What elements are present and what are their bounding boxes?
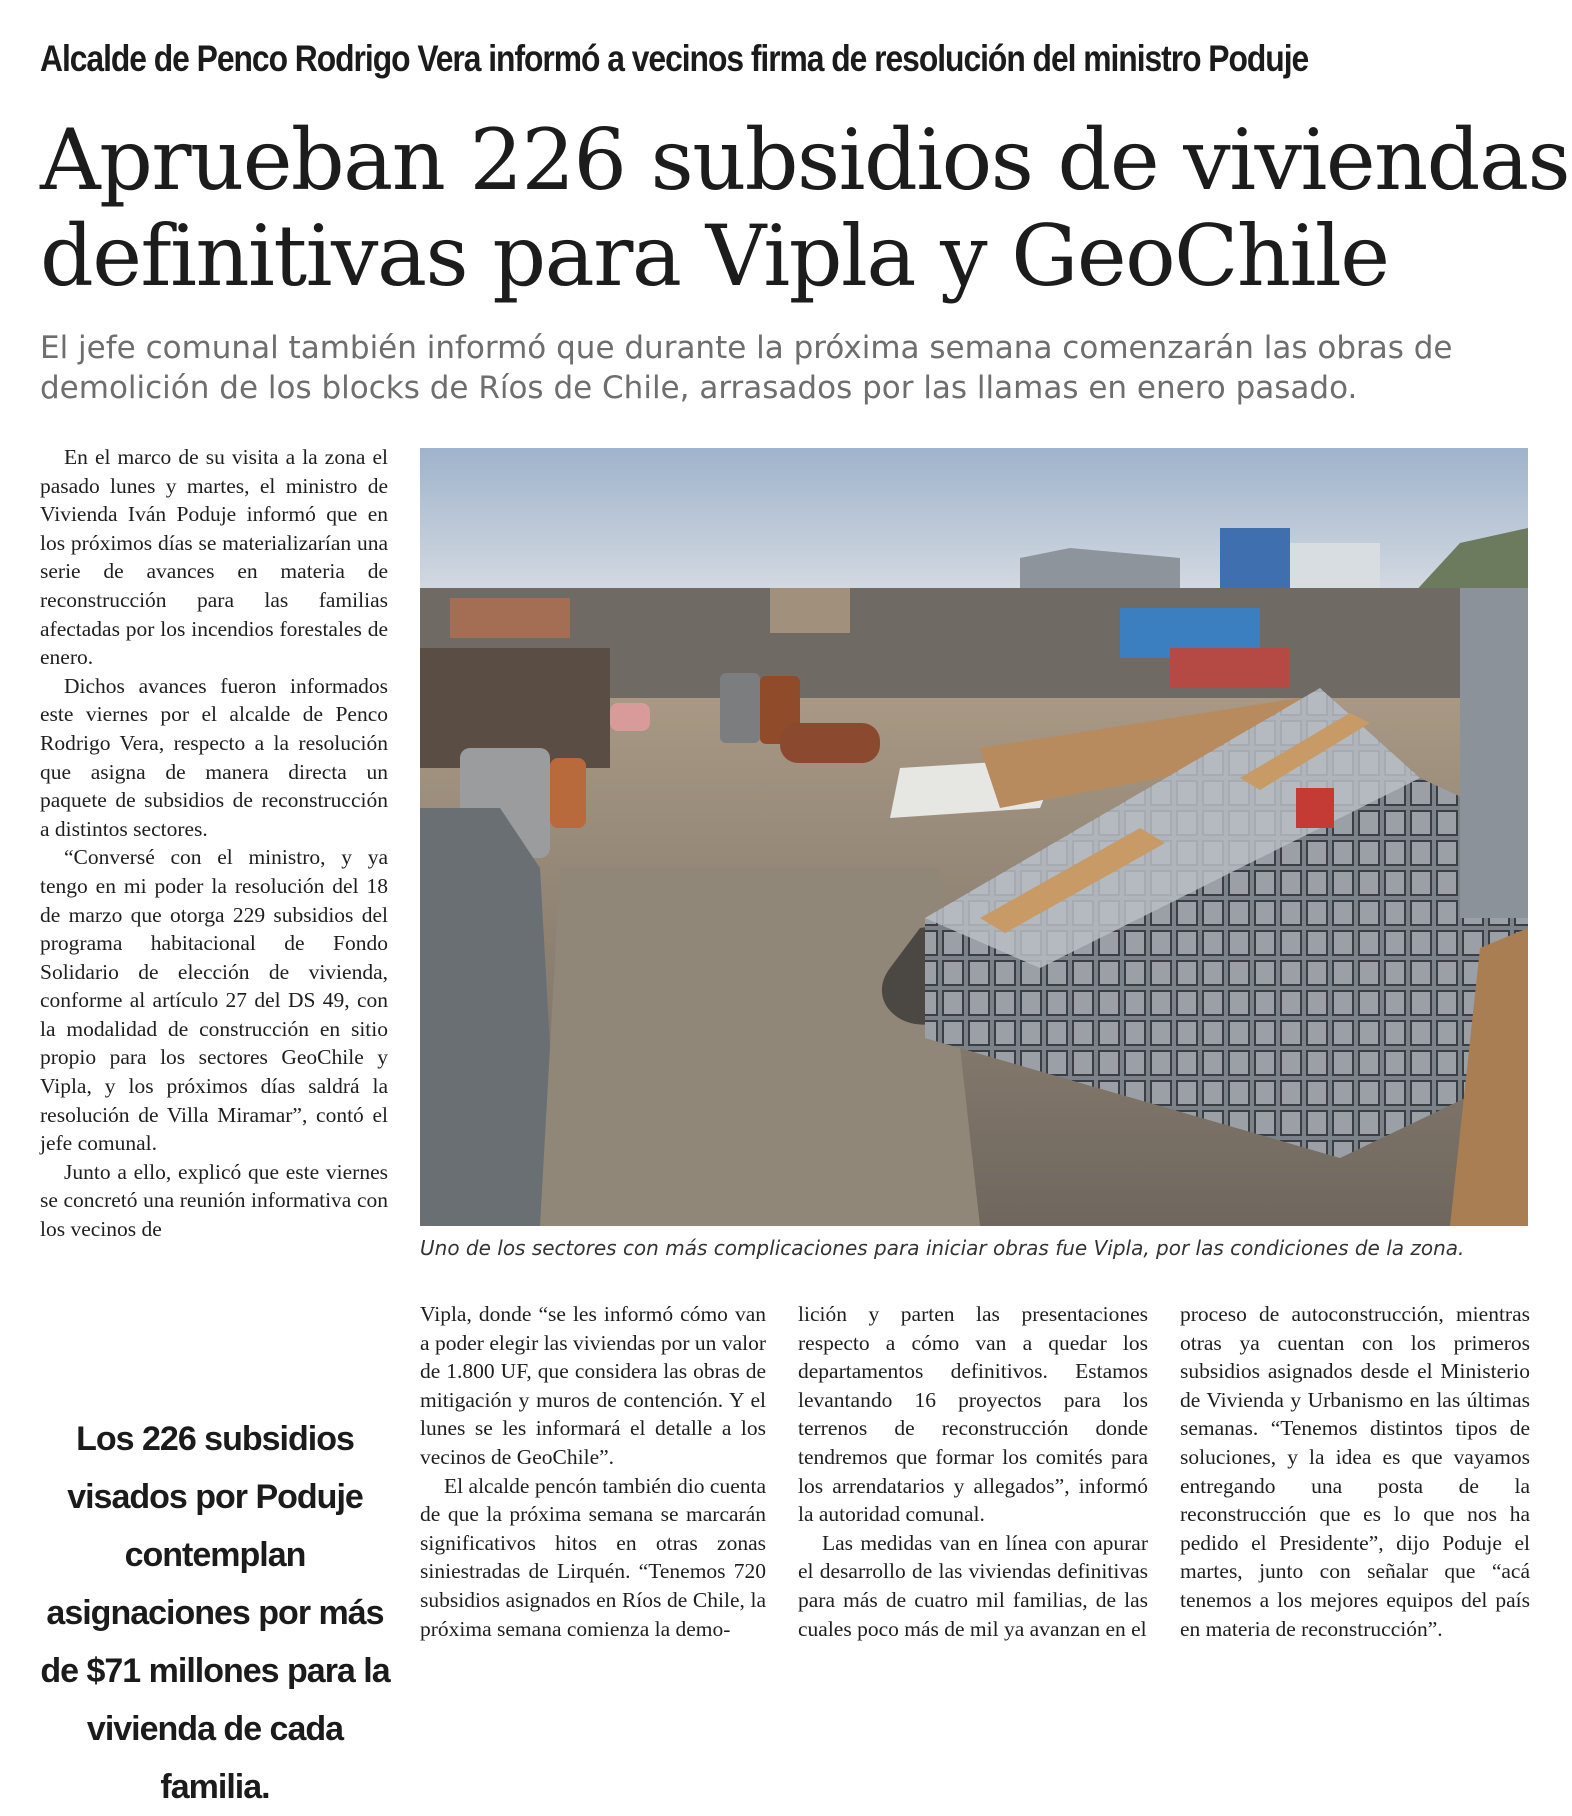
body-paragraph: “Conversé con el ministro, y ya tengo en mi poder la resolución del 18 de marzo que otorga 229 subsidios del programa habitacional de Fondo Solidario de elección de vivienda, conforme al artículo 27 del DS 49, con la modalidad de construcción en sitio propio para los sectores GeoChile y Vipla, y los próximos días saldrá la resolución de Villa Miramar”, contó el jefe comunal. bbox=[40, 845, 388, 1156]
body-paragraph: El alcalde pencón también dio cuenta de que la próxima semana se marcarán significativos hitos en otras zonas siniestradas de Lirquén. “Tenemos 720 subsidios asignados en Ríos de Chile, la próxima semana comienza la demo- bbox=[420, 1473, 766, 1641]
headline bbox=[40, 111, 1570, 305]
body-column-4 bbox=[1180, 1300, 1530, 1643]
body-paragraph: En el marco de su visita a la zona el pasado lunes y martes, el ministro de Vivienda Iván Poduje informó que en los próximos días se materializarían una serie de avances en materia de reconstrucción para las familias afectadas por los incendios forestales de enero. bbox=[40, 445, 388, 670]
kicker: Alcalde de Penco Rodrigo Vera informó a vecinos firma de resolución del ministro Poduje bbox=[40, 38, 1309, 79]
photo-illustration bbox=[420, 448, 1528, 1226]
headline-line-1: Aprueban 226 subsidios de viviendas bbox=[40, 111, 1570, 209]
pull-quote: Los 226 subsidios visados por Poduje contemplan asignaciones por más de $71 millones para la vivienda de cada familia. bbox=[40, 1420, 390, 1806]
dek bbox=[40, 328, 1540, 408]
dek-line-2: demolición de los blocks de Ríos de Chile, arrasados por las llamas en enero pasado. bbox=[40, 370, 1358, 406]
body-paragraph: Vipla, donde “se les informó cómo van a poder elegir las viviendas por un valor de 1.800 UF, que considera las obras de mitigación y muros de contención. Y el lunes se les informará el detalle a los vecinos de GeoChile”. bbox=[420, 1302, 766, 1469]
body-column-left bbox=[40, 443, 388, 1244]
headline-line-2: definitivas para Vipla y GeoChile bbox=[40, 207, 1389, 305]
body-paragraph: Las medidas van en línea con apurar el desarrollo de las viviendas definitivas para más de cuatro mil familias, de las cuales poco más de mil ya avanzan en el bbox=[798, 1530, 1148, 1641]
body-paragraph: proceso de autoconstrucción, mientras otras ya cuentan con los primeros subsidios asignados desde el Ministerio de Vivienda y Urbanismo en las últimas semanas. “Tenemos distintos tipos de soluciones, y la idea es que vayamos entregando una posta de la reconstrucción que es lo que nos ha pedido el Presidente”, dijo Poduje el martes, junto con señalar que “acá tenemos a los mejores equipos del país en materia de reconstrucción”. bbox=[1180, 1302, 1530, 1641]
body-paragraph: Junto a ello, explicó que este viernes se concretó una reunión informativa con los vecinos de bbox=[40, 1159, 388, 1242]
body-column-2 bbox=[420, 1300, 766, 1643]
dek-line-1: El jefe comunal también informó que durante la próxima semana comenzarán las obras de bbox=[40, 330, 1453, 366]
photo-caption: Uno de los sectores con más complicaciones para iniciar obras fue Vipla, por las condiciones de la zona. bbox=[420, 1236, 1465, 1260]
body-paragraph: lición y parten las presentaciones respecto a cómo van a quedar los departamentos definitivos. Estamos levantando 16 proyectos para los terrenos de reconstrucción donde tendremos que formar los comités para los arrendatarios y allegados”, informó la autoridad comunal. bbox=[798, 1302, 1148, 1527]
news-photo bbox=[420, 448, 1528, 1226]
body-column-3 bbox=[798, 1300, 1148, 1643]
body-paragraph: Dichos avances fueron informados este viernes por el alcalde de Penco Rodrigo Vera, respecto a la resolución que asigna de manera directa un paquete de subsidios de reconstrucción a distintos sectores. bbox=[40, 673, 388, 841]
